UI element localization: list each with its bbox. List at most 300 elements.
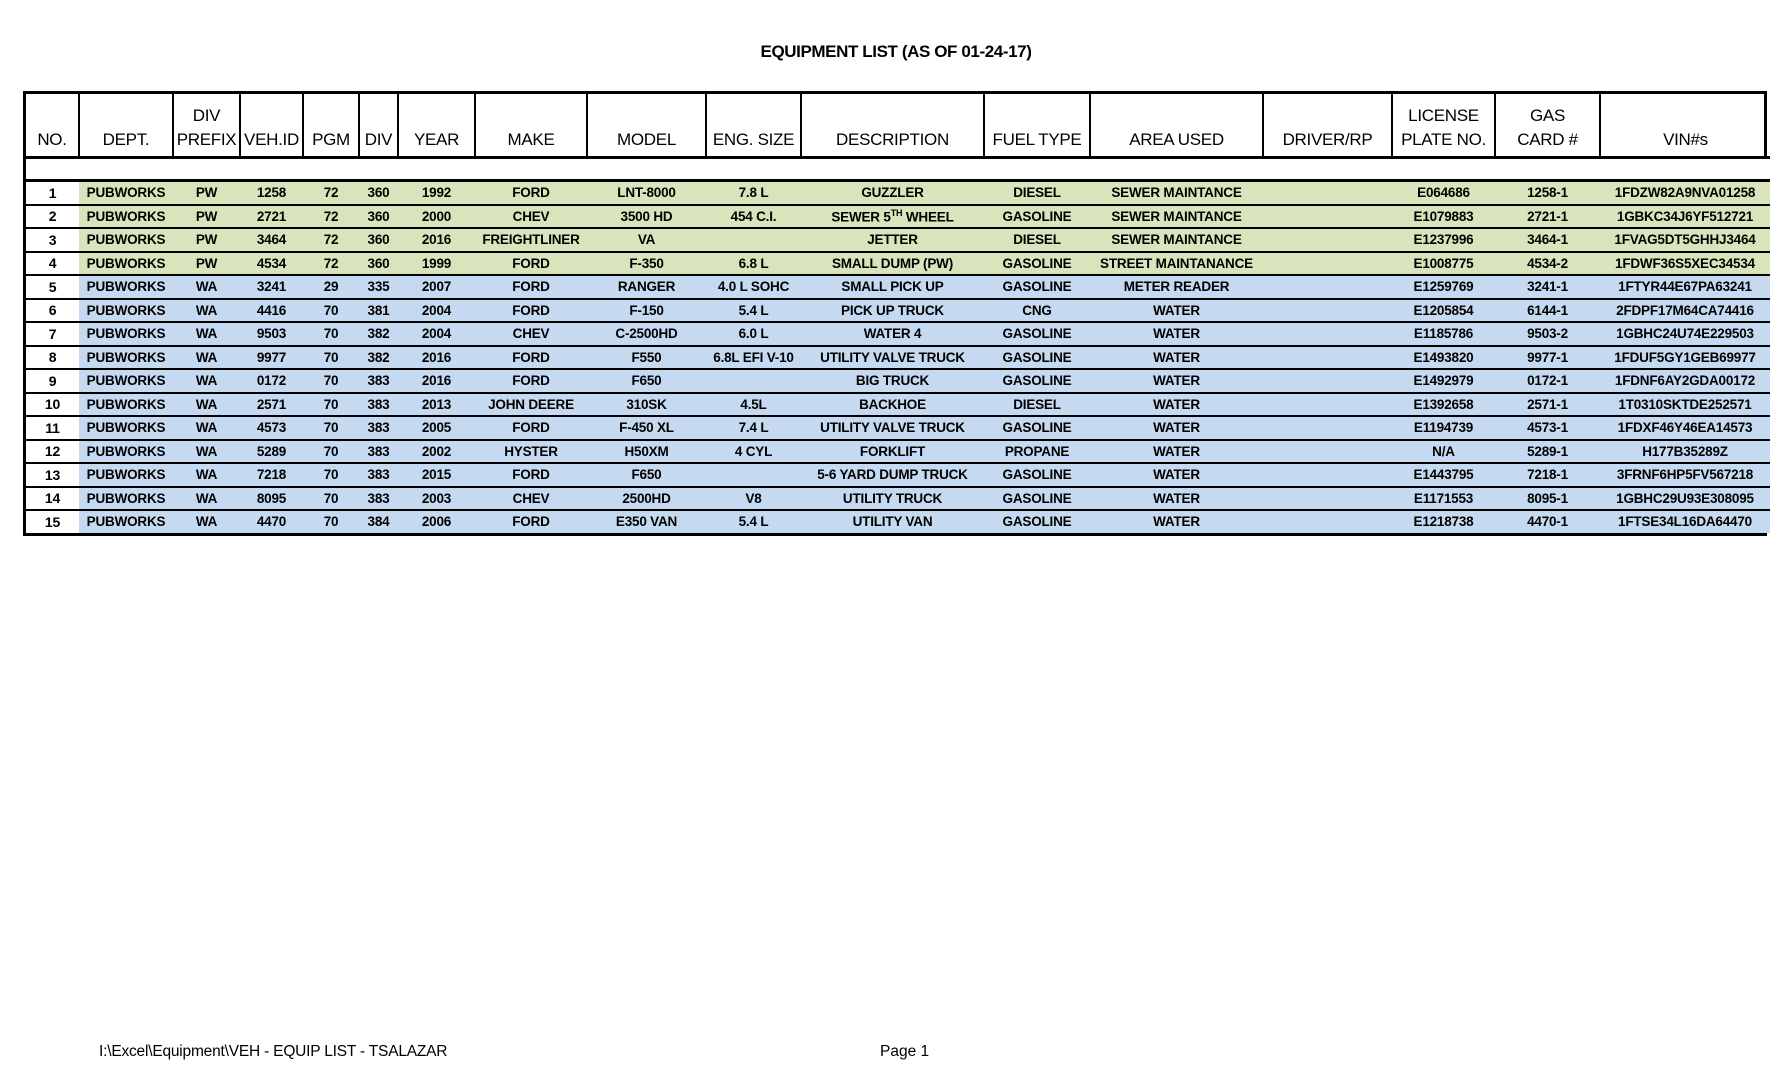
div-prefix-cell: WA bbox=[173, 487, 240, 511]
row-number: 8 bbox=[26, 346, 79, 370]
pgm-cell: 29 bbox=[303, 275, 359, 299]
column-header bbox=[240, 94, 303, 158]
description-cell bbox=[801, 346, 984, 370]
description-cell bbox=[801, 252, 984, 276]
div-cell: 383 bbox=[359, 463, 398, 487]
driver-rp-cell bbox=[1263, 510, 1392, 533]
driver-rp-cell bbox=[1263, 393, 1392, 417]
vin-cell: 1FDWF36S5XEC34534 bbox=[1600, 252, 1770, 276]
veh-id-cell: 4416 bbox=[240, 299, 303, 323]
div-prefix-cell: WA bbox=[173, 393, 240, 417]
column-header-line2: CARD # bbox=[1517, 130, 1578, 149]
model-cell: F650 bbox=[587, 463, 706, 487]
eng-size-cell: 4 CYL bbox=[706, 440, 801, 464]
div-prefix-cell: PW bbox=[173, 181, 240, 205]
row-number: 6 bbox=[26, 299, 79, 323]
make-cell: CHEV bbox=[475, 322, 587, 346]
area-used-cell: WATER bbox=[1090, 299, 1263, 323]
gas-card-cell: 5289-1 bbox=[1495, 440, 1600, 464]
driver-rp-cell bbox=[1263, 181, 1392, 205]
pgm-cell: 70 bbox=[303, 322, 359, 346]
license-plate-cell: E1185786 bbox=[1392, 322, 1495, 346]
div-cell: 383 bbox=[359, 440, 398, 464]
column-header-line2: ENG. SIZE bbox=[712, 130, 795, 149]
table-row bbox=[26, 510, 1770, 533]
eng-size-cell bbox=[706, 369, 801, 393]
make-cell: FORD bbox=[475, 275, 587, 299]
div-cell: 360 bbox=[359, 228, 398, 252]
description-cell bbox=[801, 369, 984, 393]
model-cell: H50XM bbox=[587, 440, 706, 464]
div-prefix-cell: WA bbox=[173, 463, 240, 487]
div-cell: 384 bbox=[359, 510, 398, 533]
column-header bbox=[173, 94, 240, 158]
table-row bbox=[26, 228, 1770, 252]
table-row bbox=[26, 416, 1770, 440]
area-used-cell: WATER bbox=[1090, 346, 1263, 370]
table-row bbox=[26, 440, 1770, 464]
make-cell: HYSTER bbox=[475, 440, 587, 464]
make-cell: CHEV bbox=[475, 487, 587, 511]
pgm-cell: 70 bbox=[303, 510, 359, 533]
dept-cell: PUBWORKS bbox=[79, 393, 173, 417]
vin-cell: 1FDXF46Y46EA14573 bbox=[1600, 416, 1770, 440]
area-used-cell: METER READER bbox=[1090, 275, 1263, 299]
veh-id-cell: 3464 bbox=[240, 228, 303, 252]
vin-cell: 1FVAG5DT5GHHJ3464 bbox=[1600, 228, 1770, 252]
column-header-line2: MAKE bbox=[507, 130, 555, 149]
column-header-line1 bbox=[1264, 104, 1391, 128]
gas-card-cell: 2721-1 bbox=[1495, 205, 1600, 229]
fuel-type-cell: GASOLINE bbox=[984, 346, 1090, 370]
area-used-cell: WATER bbox=[1090, 487, 1263, 511]
description-text: SMALL PICK UP bbox=[841, 279, 944, 295]
table-row bbox=[26, 322, 1770, 346]
column-header-line1 bbox=[1091, 104, 1262, 128]
column-header-line2: DIV bbox=[364, 130, 393, 149]
div-cell: 360 bbox=[359, 205, 398, 229]
pgm-cell: 70 bbox=[303, 369, 359, 393]
column-header bbox=[1090, 94, 1263, 158]
driver-rp-cell bbox=[1263, 205, 1392, 229]
license-plate-cell: E1259769 bbox=[1392, 275, 1495, 299]
div-cell: 383 bbox=[359, 487, 398, 511]
area-used-cell: SEWER MAINTANCE bbox=[1090, 205, 1263, 229]
table-row bbox=[26, 181, 1770, 205]
table-row bbox=[26, 275, 1770, 299]
year-cell: 2004 bbox=[398, 299, 475, 323]
vin-cell: 1FDNF6AY2GDA00172 bbox=[1600, 369, 1770, 393]
model-cell: VA bbox=[587, 228, 706, 252]
column-header bbox=[303, 94, 359, 158]
model-cell: 3500 HD bbox=[587, 205, 706, 229]
fuel-type-cell: DIESEL bbox=[984, 393, 1090, 417]
gas-card-cell: 9503-2 bbox=[1495, 322, 1600, 346]
fuel-type-cell: PROPANE bbox=[984, 440, 1090, 464]
description-cell bbox=[801, 463, 984, 487]
pgm-cell: 72 bbox=[303, 228, 359, 252]
license-plate-cell: E1392658 bbox=[1392, 393, 1495, 417]
column-header-line1 bbox=[1601, 104, 1770, 128]
dept-cell: PUBWORKS bbox=[79, 299, 173, 323]
description-cell bbox=[801, 205, 984, 229]
dept-cell: PUBWORKS bbox=[79, 463, 173, 487]
gas-card-cell: 8095-1 bbox=[1495, 487, 1600, 511]
gas-card-cell: 2571-1 bbox=[1495, 393, 1600, 417]
veh-id-cell: 9503 bbox=[240, 322, 303, 346]
dept-cell: PUBWORKS bbox=[79, 181, 173, 205]
div-prefix-cell: WA bbox=[173, 416, 240, 440]
div-prefix-cell: WA bbox=[173, 346, 240, 370]
veh-id-cell: 2721 bbox=[240, 205, 303, 229]
table-row bbox=[26, 299, 1770, 323]
pgm-cell: 72 bbox=[303, 252, 359, 276]
pgm-cell: 70 bbox=[303, 299, 359, 323]
vin-cell: 1T0310SKTDE252571 bbox=[1600, 393, 1770, 417]
table-row bbox=[26, 487, 1770, 511]
column-header-line2: DESCRIPTION bbox=[836, 130, 949, 149]
row-number: 3 bbox=[26, 228, 79, 252]
eng-size-cell bbox=[706, 228, 801, 252]
row-number: 13 bbox=[26, 463, 79, 487]
license-plate-cell: E1008775 bbox=[1392, 252, 1495, 276]
eng-size-cell: 6.8 L bbox=[706, 252, 801, 276]
eng-size-cell: 5.4 L bbox=[706, 299, 801, 323]
gas-card-cell: 4573-1 bbox=[1495, 416, 1600, 440]
license-plate-cell: N/A bbox=[1392, 440, 1495, 464]
column-header-line2: VEH.ID bbox=[244, 130, 299, 149]
column-header-line1 bbox=[588, 104, 705, 128]
fuel-type-cell: GASOLINE bbox=[984, 369, 1090, 393]
eng-size-cell: 6.0 L bbox=[706, 322, 801, 346]
year-cell: 2016 bbox=[398, 369, 475, 393]
div-prefix-cell: WA bbox=[173, 369, 240, 393]
make-cell: FORD bbox=[475, 510, 587, 533]
column-header-line1 bbox=[26, 104, 78, 128]
model-cell: F-450 XL bbox=[587, 416, 706, 440]
gas-card-cell: 3464-1 bbox=[1495, 228, 1600, 252]
column-header-line2: PGM bbox=[312, 130, 350, 149]
column-header bbox=[1600, 94, 1770, 158]
year-cell: 2005 bbox=[398, 416, 475, 440]
veh-id-cell: 4470 bbox=[240, 510, 303, 533]
div-cell: 383 bbox=[359, 393, 398, 417]
area-used-cell: WATER bbox=[1090, 416, 1263, 440]
fuel-type-cell: GASOLINE bbox=[984, 252, 1090, 276]
area-used-cell: WATER bbox=[1090, 322, 1263, 346]
year-cell: 2002 bbox=[398, 440, 475, 464]
license-plate-cell: E1218738 bbox=[1392, 510, 1495, 533]
column-header-line1: GAS bbox=[1529, 106, 1565, 125]
div-cell: 383 bbox=[359, 416, 398, 440]
footer-page-number: Page 1 bbox=[880, 1043, 930, 1060]
row-number: 11 bbox=[26, 416, 79, 440]
description-cell bbox=[801, 440, 984, 464]
driver-rp-cell bbox=[1263, 463, 1392, 487]
area-used-cell: WATER bbox=[1090, 510, 1263, 533]
year-cell: 2015 bbox=[398, 463, 475, 487]
veh-id-cell: 9977 bbox=[240, 346, 303, 370]
model-cell: C-2500HD bbox=[587, 322, 706, 346]
column-header-line1: DIV bbox=[192, 106, 221, 125]
column-header bbox=[1263, 94, 1392, 158]
table-row bbox=[26, 346, 1770, 370]
pgm-cell: 72 bbox=[303, 205, 359, 229]
div-cell: 335 bbox=[359, 275, 398, 299]
row-number: 14 bbox=[26, 487, 79, 511]
column-header bbox=[398, 94, 475, 158]
pgm-cell: 70 bbox=[303, 463, 359, 487]
column-header-line1 bbox=[80, 104, 172, 128]
driver-rp-cell bbox=[1263, 369, 1392, 393]
column-header-line1 bbox=[707, 104, 800, 128]
description-text: SEWER 5 bbox=[831, 209, 891, 225]
eng-size-cell: 454 C.I. bbox=[706, 205, 801, 229]
year-cell: 2007 bbox=[398, 275, 475, 299]
description-text: PICK UP TRUCK bbox=[841, 302, 944, 318]
description-text: JETTER bbox=[867, 232, 918, 248]
column-header-line1 bbox=[304, 104, 358, 128]
div-prefix-cell: WA bbox=[173, 510, 240, 533]
column-header-line2: AREA USED bbox=[1129, 130, 1224, 149]
column-header-line1 bbox=[985, 104, 1089, 128]
div-prefix-cell: WA bbox=[173, 299, 240, 323]
area-used-cell: WATER bbox=[1090, 393, 1263, 417]
model-cell: F-150 bbox=[587, 299, 706, 323]
table-row bbox=[26, 369, 1770, 393]
description-cell bbox=[801, 487, 984, 511]
vin-cell: 1GBHC29U93E308095 bbox=[1600, 487, 1770, 511]
area-used-cell: STREET MAINTANANCE bbox=[1090, 252, 1263, 276]
vin-cell: 1GBHC24U74E229503 bbox=[1600, 322, 1770, 346]
veh-id-cell: 2571 bbox=[240, 393, 303, 417]
area-used-cell: WATER bbox=[1090, 463, 1263, 487]
dept-cell: PUBWORKS bbox=[79, 440, 173, 464]
column-header bbox=[1392, 94, 1495, 158]
column-header-line2: PLATE NO. bbox=[1401, 130, 1486, 149]
license-plate-cell: E1205854 bbox=[1392, 299, 1495, 323]
table-row bbox=[26, 463, 1770, 487]
vin-cell: 2FDPF17M64CA74416 bbox=[1600, 299, 1770, 323]
model-cell: RANGER bbox=[587, 275, 706, 299]
eng-size-cell: 7.4 L bbox=[706, 416, 801, 440]
description-cell bbox=[801, 181, 984, 205]
driver-rp-cell bbox=[1263, 275, 1392, 299]
veh-id-cell: 4573 bbox=[240, 416, 303, 440]
eng-size-cell: 6.8L EFI V-10 bbox=[706, 346, 801, 370]
fuel-type-cell: CNG bbox=[984, 299, 1090, 323]
gas-card-cell: 1258-1 bbox=[1495, 181, 1600, 205]
veh-id-cell: 7218 bbox=[240, 463, 303, 487]
driver-rp-cell bbox=[1263, 228, 1392, 252]
column-header-line2: MODEL bbox=[617, 130, 676, 149]
column-header bbox=[587, 94, 706, 158]
row-number: 2 bbox=[26, 205, 79, 229]
driver-rp-cell bbox=[1263, 322, 1392, 346]
area-used-cell: SEWER MAINTANCE bbox=[1090, 228, 1263, 252]
veh-id-cell: 3241 bbox=[240, 275, 303, 299]
description-cell bbox=[801, 416, 984, 440]
fuel-type-cell: DIESEL bbox=[984, 181, 1090, 205]
div-prefix-cell: PW bbox=[173, 205, 240, 229]
footer-file-path: I:\Excel\Equipment\VEH - EQUIP LIST - TSALAZAR bbox=[99, 1043, 448, 1060]
driver-rp-cell bbox=[1263, 416, 1392, 440]
license-plate-cell: E1171553 bbox=[1392, 487, 1495, 511]
div-prefix-cell: WA bbox=[173, 322, 240, 346]
dept-cell: PUBWORKS bbox=[79, 275, 173, 299]
vin-cell: 1FTYR44E67PA63241 bbox=[1600, 275, 1770, 299]
vin-cell: 1GBKC34J6YF512721 bbox=[1600, 205, 1770, 229]
area-used-cell: SEWER MAINTANCE bbox=[1090, 181, 1263, 205]
year-cell: 2006 bbox=[398, 510, 475, 533]
vin-cell: 1FDZW82A9NVA01258 bbox=[1600, 181, 1770, 205]
description-cell bbox=[801, 299, 984, 323]
description-text: SMALL DUMP (PW) bbox=[832, 255, 953, 271]
div-cell: 383 bbox=[359, 369, 398, 393]
dept-cell: PUBWORKS bbox=[79, 252, 173, 276]
vin-cell: 1FTSE34L16DA64470 bbox=[1600, 510, 1770, 533]
driver-rp-cell bbox=[1263, 252, 1392, 276]
gas-card-cell: 4534-2 bbox=[1495, 252, 1600, 276]
column-header-line1 bbox=[802, 104, 983, 128]
table-row bbox=[26, 252, 1770, 276]
description-text: GUZZLER bbox=[861, 185, 924, 201]
div-cell: 381 bbox=[359, 299, 398, 323]
year-cell: 2000 bbox=[398, 205, 475, 229]
model-cell: F650 bbox=[587, 369, 706, 393]
gas-card-cell: 0172-1 bbox=[1495, 369, 1600, 393]
description-text: BIG TRUCK bbox=[855, 373, 930, 389]
driver-rp-cell bbox=[1263, 346, 1392, 370]
license-plate-cell: E1237996 bbox=[1392, 228, 1495, 252]
year-cell: 1999 bbox=[398, 252, 475, 276]
div-prefix-cell: PW bbox=[173, 228, 240, 252]
column-header-line1 bbox=[399, 104, 474, 128]
table-row bbox=[26, 393, 1770, 417]
description-cell bbox=[801, 393, 984, 417]
make-cell: FORD bbox=[475, 369, 587, 393]
gas-card-cell: 6144-1 bbox=[1495, 299, 1600, 323]
description-text: 5-6 YARD DUMP TRUCK bbox=[817, 467, 968, 483]
eng-size-cell: 5.4 L bbox=[706, 510, 801, 533]
eng-size-cell: 4.0 L SOHC bbox=[706, 275, 801, 299]
vin-cell: 1FDUF5GY1GEB69977 bbox=[1600, 346, 1770, 370]
column-header-line2: PREFIX bbox=[176, 130, 237, 149]
make-cell: FORD bbox=[475, 299, 587, 323]
year-cell: 2016 bbox=[398, 346, 475, 370]
year-cell: 2003 bbox=[398, 487, 475, 511]
model-cell: LNT-8000 bbox=[587, 181, 706, 205]
license-plate-cell: E1079883 bbox=[1392, 205, 1495, 229]
div-prefix-cell: WA bbox=[173, 275, 240, 299]
make-cell: FREIGHTLINER bbox=[475, 228, 587, 252]
column-header bbox=[984, 94, 1090, 158]
description-text: UTILITY VALVE TRUCK bbox=[820, 420, 965, 436]
fuel-type-cell: GASOLINE bbox=[984, 463, 1090, 487]
row-number: 4 bbox=[26, 252, 79, 276]
eng-size-cell: V8 bbox=[706, 487, 801, 511]
year-cell: 2016 bbox=[398, 228, 475, 252]
gas-card-cell: 4470-1 bbox=[1495, 510, 1600, 533]
column-header bbox=[26, 94, 79, 158]
description-cell bbox=[801, 510, 984, 533]
description-text: UTILITY TRUCK bbox=[842, 490, 943, 506]
row-number: 10 bbox=[26, 393, 79, 417]
div-cell: 360 bbox=[359, 181, 398, 205]
header-row bbox=[26, 94, 1770, 158]
driver-rp-cell bbox=[1263, 440, 1392, 464]
year-cell: 2013 bbox=[398, 393, 475, 417]
dept-cell: PUBWORKS bbox=[79, 228, 173, 252]
model-cell: F550 bbox=[587, 346, 706, 370]
div-cell: 360 bbox=[359, 252, 398, 276]
description-superscript: TH bbox=[890, 208, 903, 218]
description-cell bbox=[801, 322, 984, 346]
fuel-type-cell: GASOLINE bbox=[984, 322, 1090, 346]
year-cell: 1992 bbox=[398, 181, 475, 205]
fuel-type-cell: GASOLINE bbox=[984, 510, 1090, 533]
column-header bbox=[706, 94, 801, 158]
license-plate-cell: E1493820 bbox=[1392, 346, 1495, 370]
row-number: 15 bbox=[26, 510, 79, 533]
make-cell: FORD bbox=[475, 416, 587, 440]
pgm-cell: 72 bbox=[303, 181, 359, 205]
make-cell: FORD bbox=[475, 181, 587, 205]
table-row bbox=[26, 205, 1770, 229]
pgm-cell: 70 bbox=[303, 440, 359, 464]
fuel-type-cell: DIESEL bbox=[984, 228, 1090, 252]
column-header-line2: FUEL TYPE bbox=[992, 130, 1082, 149]
veh-id-cell: 4534 bbox=[240, 252, 303, 276]
fuel-type-cell: GASOLINE bbox=[984, 275, 1090, 299]
model-cell: 310SK bbox=[587, 393, 706, 417]
column-header-line2: VIN#s bbox=[1663, 130, 1708, 149]
description-cell bbox=[801, 275, 984, 299]
gas-card-cell: 3241-1 bbox=[1495, 275, 1600, 299]
dept-cell: PUBWORKS bbox=[79, 510, 173, 533]
pgm-cell: 70 bbox=[303, 487, 359, 511]
column-header bbox=[359, 94, 398, 158]
gas-card-cell: 7218-1 bbox=[1495, 463, 1600, 487]
column-header-line1 bbox=[360, 104, 397, 128]
row-number: 12 bbox=[26, 440, 79, 464]
veh-id-cell: 5289 bbox=[240, 440, 303, 464]
make-cell: FORD bbox=[475, 346, 587, 370]
description-text-after: WHEEL bbox=[902, 209, 954, 225]
description-text: WATER 4 bbox=[863, 326, 922, 342]
driver-rp-cell bbox=[1263, 299, 1392, 323]
vin-cell: H177B35289Z bbox=[1600, 440, 1770, 464]
make-cell: FORD bbox=[475, 252, 587, 276]
description-cell bbox=[801, 228, 984, 252]
license-plate-cell: E064686 bbox=[1392, 181, 1495, 205]
div-cell: 382 bbox=[359, 322, 398, 346]
dept-cell: PUBWORKS bbox=[79, 487, 173, 511]
license-plate-cell: E1194739 bbox=[1392, 416, 1495, 440]
area-used-cell: WATER bbox=[1090, 369, 1263, 393]
column-header bbox=[1495, 94, 1600, 158]
fuel-type-cell: GASOLINE bbox=[984, 487, 1090, 511]
equipment-table bbox=[23, 91, 1767, 536]
model-cell: E350 VAN bbox=[587, 510, 706, 533]
column-header-line1 bbox=[241, 104, 302, 128]
row-number: 9 bbox=[26, 369, 79, 393]
row-number: 5 bbox=[26, 275, 79, 299]
pgm-cell: 70 bbox=[303, 393, 359, 417]
dept-cell: PUBWORKS bbox=[79, 205, 173, 229]
license-plate-cell: E1492979 bbox=[1392, 369, 1495, 393]
description-text: FORKLIFT bbox=[859, 443, 926, 459]
